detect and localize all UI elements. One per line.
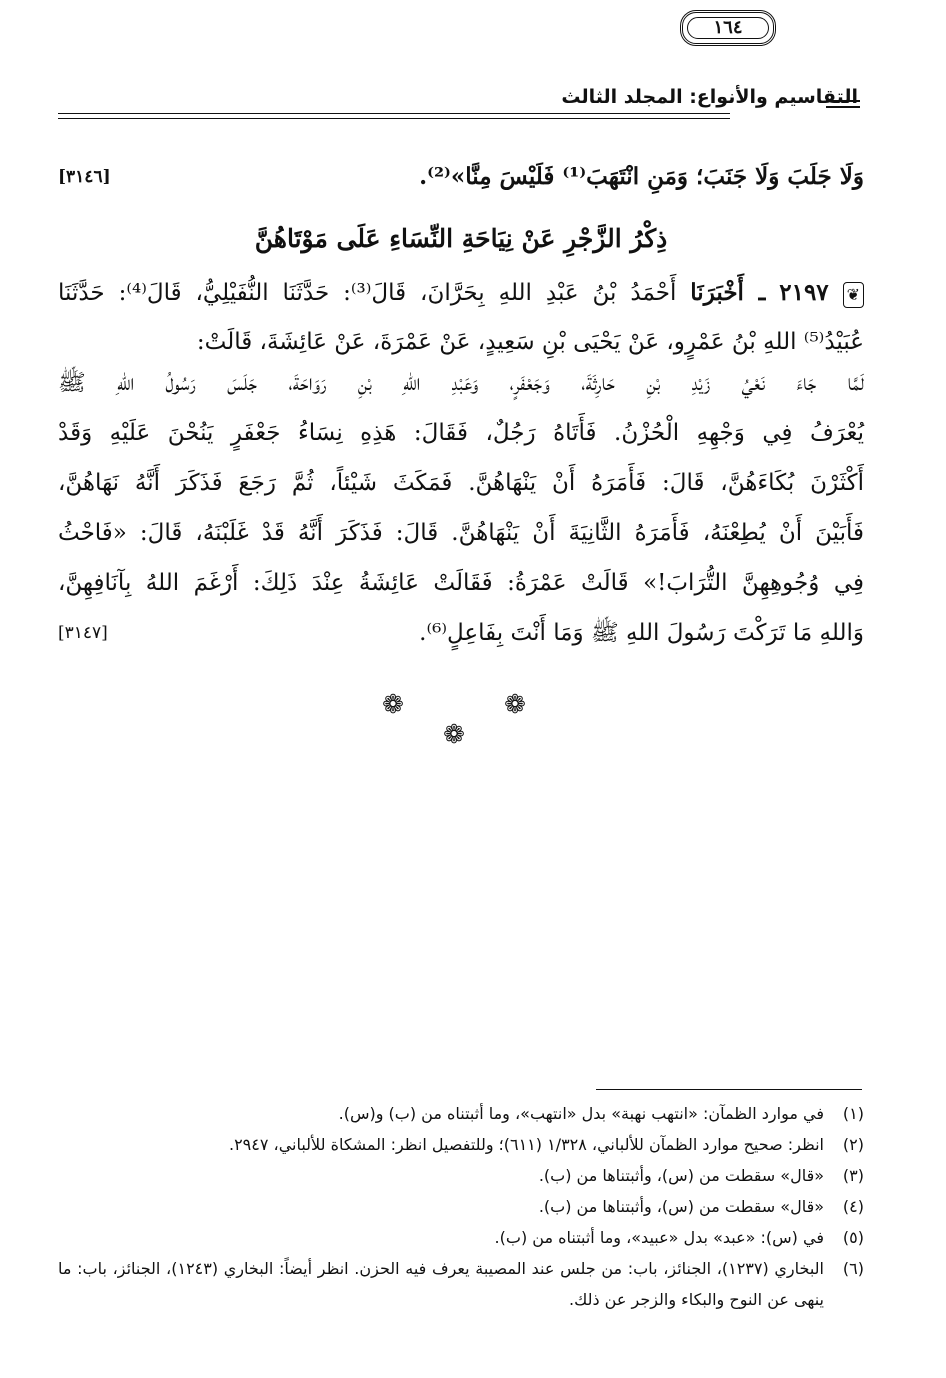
matn-block bbox=[58, 358, 864, 658]
footnote-number: (١) bbox=[842, 1104, 864, 1123]
footnote-5 bbox=[58, 1222, 864, 1253]
hadith-number: ٢١٩٧ bbox=[779, 279, 829, 306]
matn-line-3: أَكْثَرْنَ بُكَاءَهُنَّ، قَالَ: فَأَمَرَهُ أَنْ يَنْهَاهُنَّ. فَمَكَثَ شَيْئاً، ثُمَّ رَجَعَ فَذَكَرَ أَنَّهُ نَهَاهُنَّ، bbox=[58, 470, 864, 496]
footnote-number: (٦) bbox=[842, 1259, 864, 1278]
footnote-number: (٥) bbox=[842, 1228, 864, 1247]
footnote-number: (٣) bbox=[842, 1166, 864, 1185]
isnad-block bbox=[58, 268, 864, 366]
isnad-line-1 bbox=[58, 268, 864, 318]
matn-line-4: فَأَبَيْنَ أَنْ يُطِعْنَهُ، فَأَمَرَهُ الثَّانِيَةَ أَنْ يَنْهَاهُنَّ. قَالَ: فَذَكَرَ أَنَّهُ قَدْ غَلَبْنَهُ، قَالَ: «فَاحْثُ bbox=[58, 520, 864, 546]
matn-last-line-ref: [٣١٤٧] bbox=[58, 623, 108, 643]
matn-last-line bbox=[58, 608, 864, 658]
page-number-box bbox=[680, 10, 776, 46]
footnote-number: (٢) bbox=[842, 1135, 864, 1154]
footnote-text: في (س): «عبد» بدل «عبيد»، وما أثبتناه من (ب). bbox=[494, 1228, 824, 1247]
footnotes bbox=[58, 1098, 864, 1315]
page-header bbox=[58, 78, 858, 128]
footnote-text: البخاري (١٢٣٧)، الجنائز، باب: من جلس عند المصيبة يعرف فيه الحزن. انظر أيضاً: البخاري (١٢٤٣)، الجنائز، باب: ما ينهى عن النوح والبكاء والزجر عن ذلك. bbox=[58, 1259, 825, 1309]
opening-line-text: وَلَا جَلَبَ وَلَا جَنَبَ؛ وَمَنِ انْتَهَبَ⁽¹⁾ فَلَيْسَ مِنَّا»⁽²⁾. bbox=[419, 163, 864, 190]
matn-last-line-text: وَاللهِ مَا تَرَكْتَ رَسُولَ اللهِ ﷺ وَمَا أَنْتَ بِفَاعِلٍ⁽⁶⁾. bbox=[419, 620, 864, 646]
running-title: التقاسيم والأنواع: المجلد الثالث bbox=[561, 86, 858, 108]
page-number: ١٦٤ bbox=[713, 17, 743, 38]
isnad-text-1: أَحْمَدُ بْنُ عَبْدِ اللهِ بِحَرَّانَ، قَالَ⁽³⁾: حَدَّثَنَا النُّفَيْلِيُّ، قَالَ⁽⁴⁾: حَدَّثَنَا bbox=[58, 280, 677, 306]
isnad-line-2: عُبَيْدُ⁽⁵⁾ اللهِ بْنُ عَمْرٍو، عَنْ يَحْيَى بْنِ سَعِيدٍ، عَنْ عَمْرَةَ، عَنْ عَائِشَةَ، قَالَتْ: bbox=[196, 329, 864, 355]
footnote-1 bbox=[58, 1098, 864, 1129]
footnote-number: (٤) bbox=[842, 1197, 864, 1216]
flower-ornament-icon: ❁ bbox=[504, 690, 526, 720]
footnote-2 bbox=[58, 1129, 864, 1160]
header-dash-bottom bbox=[826, 106, 860, 108]
hadith-marker-icon: ❦ bbox=[843, 282, 864, 308]
header-rule-bottom bbox=[58, 118, 730, 119]
footnote-6 bbox=[58, 1253, 864, 1315]
footnote-text: «قال» سقطت من (س)، وأثبتناها من (ب). bbox=[538, 1166, 824, 1185]
matn-line-2: يُعْرَفُ فِي وَجْهِهِ الْحُزْنُ. فَأَتَاهُ رَجُلٌ، فَقَالَ: هَذِهِ نِسَاءُ جَعْفَرٍ يَنُحْنَ عَلَيْهِ وَقَدْ bbox=[58, 420, 864, 446]
footnote-4 bbox=[58, 1191, 864, 1222]
opening-line-block bbox=[58, 152, 864, 202]
footnote-3 bbox=[58, 1160, 864, 1191]
opening-line-ref: [٣١٤٦] bbox=[58, 167, 111, 187]
footnote-text: في موارد الظمآن: «انتهب نهبة» بدل «انتهب»، وما أثبتناه من (ب) و(س). bbox=[338, 1104, 824, 1123]
section-heading: ذِكْرُ الزَّجْرِ عَنْ نِيَاحَةِ النِّسَاءِ عَلَى مَوْتَاهُنَّ bbox=[254, 224, 668, 253]
footnote-text: «قال» سقطت من (س)، وأثبتناها من (ب). bbox=[538, 1197, 824, 1216]
matn-line-1: لَمَّا جَاءَ نَعْيُ زَيْدِ بْنِ حَارِثَةَ، وَجَعْفَرٍ، وَعَبْدِ اللهِ بْنِ رَوَاحَةَ، جَلَسَ رَسُولُ اللهِ ﷺ bbox=[58, 370, 864, 396]
header-dash-top bbox=[826, 100, 860, 102]
hadith-intro: ـ أَخْبَرَنَا bbox=[690, 279, 766, 306]
section-heading-block bbox=[58, 214, 864, 264]
flower-ornament-icon: ❁ bbox=[443, 720, 465, 750]
matn-line-5: فِي وُجُوهِهِنَّ التُّرَابَ!» قَالَتْ عَمْرَةُ: فَقَالَتْ عَائِشَةُ عِنْدَ ذَلِكَ: أَرْغَمَ اللهُ بِآنَافِهِنَّ، bbox=[58, 570, 864, 596]
header-rule-top bbox=[58, 113, 730, 114]
footnote-separator bbox=[596, 1089, 862, 1090]
opening-line bbox=[58, 152, 864, 202]
flower-ornament-icon: ❁ bbox=[382, 690, 404, 720]
footnote-text: انظر: صحيح موارد الظمآن للألباني، ١/٣٢٨ (٦١١)؛ وللتفصيل انظر: المشكاة للألباني، ٢٩٤٧. bbox=[228, 1135, 824, 1154]
